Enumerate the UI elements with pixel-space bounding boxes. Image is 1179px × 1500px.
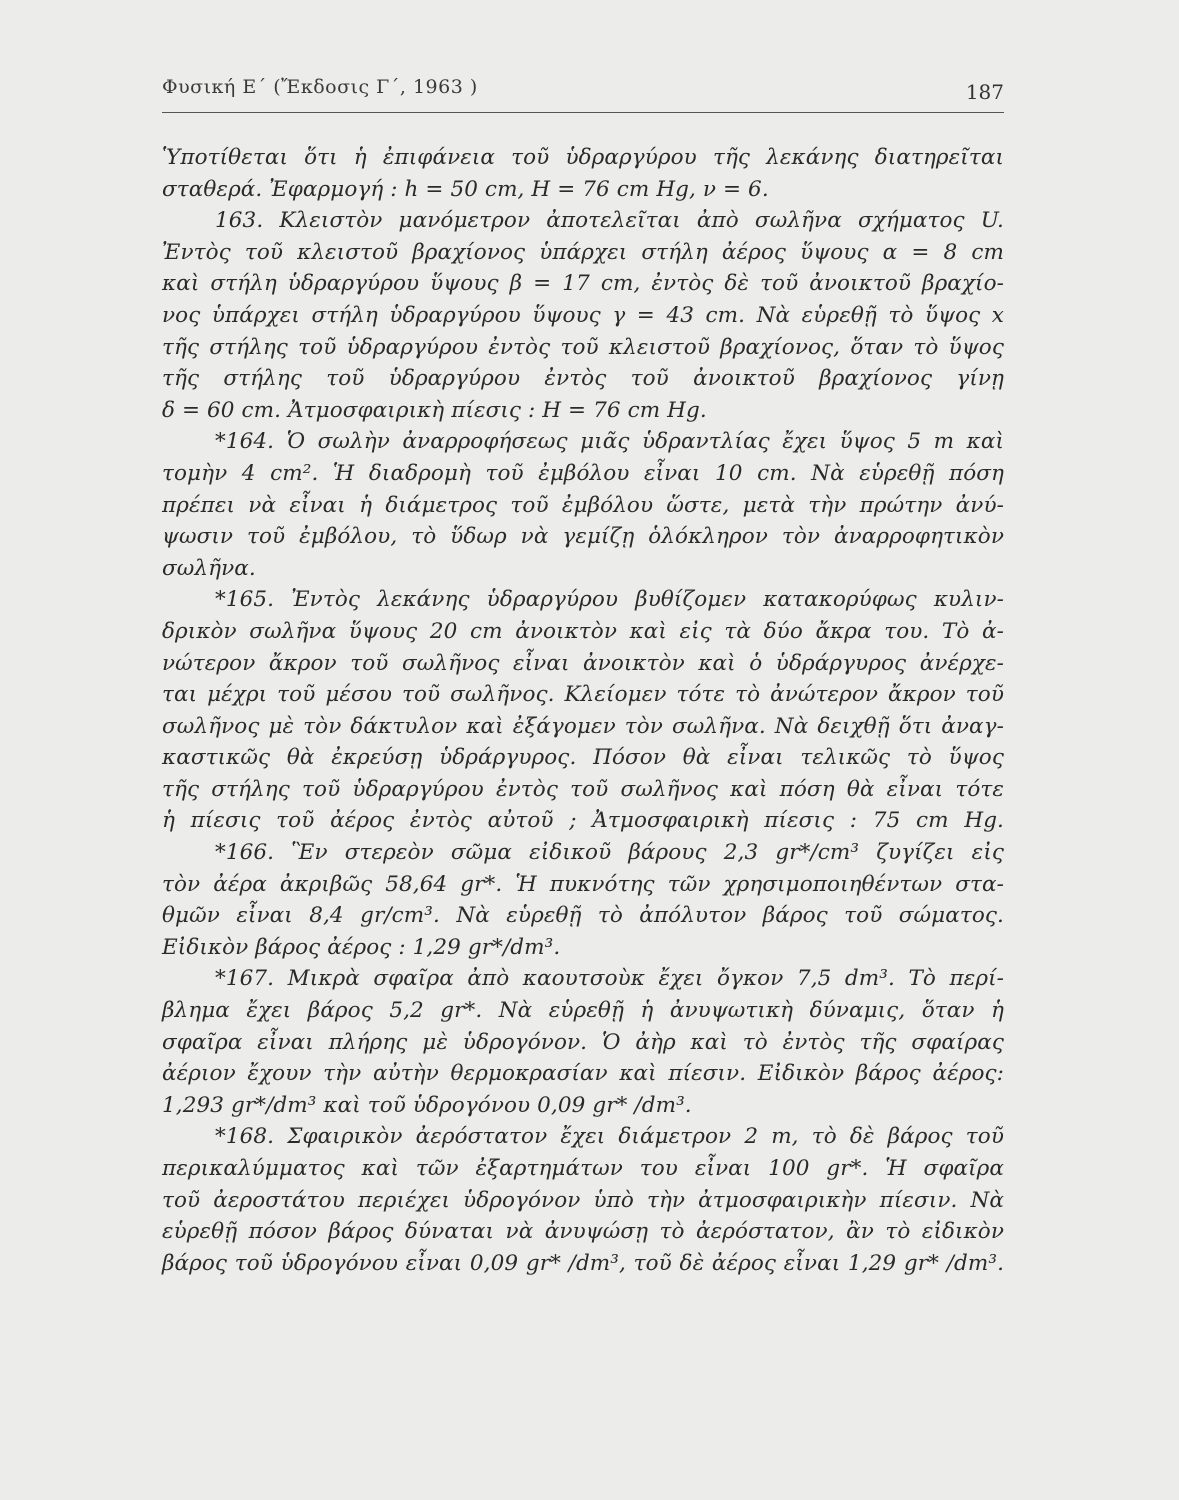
text-line: βλημα ἔχει βάρος 5,2 gr*. Νὰ εὑρεθῇ ἡ ἀνυψωτικὴ δύναμις, ὅταν ἡ	[162, 998, 1004, 1024]
text-line: σωλῆνος μὲ τὸν δάκτυλον καὶ ἐξάγομεν τὸν σωλῆνα. Νὰ δειχθῇ ὅτι ἀναγ-	[162, 713, 1004, 739]
problem-165-heading: *165. Ἐντὸς λεκάνης ὑδραργύρου βυθίζομεν κατακορύφως κυλιν-	[215, 587, 1004, 613]
page-header	[162, 62, 1004, 113]
problem-167-heading: *167. Μικρὰ σφαῖρα ἀπὸ καουτσοὺκ ἔχει ὄγκον 7,5 dm³. Τὸ περί-	[215, 966, 1004, 992]
text-line: Εἰδικὸν βάρος ἀέρος : 1,29 gr*/dm³.	[162, 934, 561, 960]
text-line: δρικὸν σωλῆνα ὕψους 20 cm ἀνοικτὸν καὶ εἰς τὰ δύο ἄκρα του. Τὸ ἀ-	[162, 618, 1004, 644]
text-line: ἡ πίεσις τοῦ ἀέρος ἐντὸς αὐτοῦ ; Ἀτμοσφαιρικὴ πίεσις : 75 cm Hg.	[162, 808, 1004, 834]
body-text	[162, 142, 1004, 1279]
text-line: σωλῆνα.	[162, 555, 256, 581]
text-line: νώτερον ἄκρον τοῦ σωλῆνος εἶναι ἀνοικτὸν καὶ ὁ ὑδράργυρος ἀνέρχε-	[162, 650, 1004, 676]
text-line: τὸν ἀέρα ἀκριβῶς 58,64 gr*. Ἡ πυκνότης τῶν χρησιμοποιηθέντων στα-	[162, 871, 1004, 897]
text-line: ψωσιν τοῦ ἐμβόλου, τὸ ὕδωρ νὰ γεμίζῃ ὁλόκληρον τὸν ἀναρροφητικὸν	[162, 524, 1004, 550]
text-line: ἀέριον ἔχουν τὴν αὐτὴν θερμοκρασίαν καὶ πίεσιν. Εἰδικὸν βάρος ἀέρος:	[162, 1061, 1004, 1087]
text-line: βάρος τοῦ ὑδρογόνου εἶναι 0,09 gr* /dm³, τοῦ δὲ ἀέρος εἶναι 1,29 gr* /dm³.	[162, 1250, 1004, 1276]
text-line: καστικῶς θὰ ἐκρεύσῃ ὑδράργυρος. Πόσον θὰ εἶναι τελικῶς τὸ ὕψος	[162, 745, 1004, 771]
text-line: δ = 60 cm. Ἀτμοσφαιρικὴ πίεσις : H = 76 cm Hg.	[162, 397, 707, 423]
text-line: Ἐντὸς τοῦ κλειστοῦ βραχίονος ὑπάρχει στήλη ἀέρος ὕψους α = 8 cm	[162, 239, 1004, 265]
text-line: Ὑποτίθεται ὅτι ἡ ἐπιφάνεια τοῦ ὑδραργύρου τῆς λεκάνης διατηρεῖται	[162, 145, 1004, 170]
page-number: 187	[965, 80, 1004, 104]
text-line: θμῶν εἶναι 8,4 gr/cm³. Νὰ εὑρεθῇ τὸ ἀπόλυτον βάρος τοῦ σώματος.	[162, 903, 1004, 929]
text-line: σταθερά. Ἐφαρμογή : h = 50 cm, H = 76 cm Hg, ν = 6.	[162, 176, 769, 202]
text-line: τῆς στήλης τοῦ ὑδραργύρου ἐντὸς τοῦ κλειστοῦ βραχίονος, ὅταν τὸ ὕψος	[162, 334, 1004, 360]
text-line: τοῦ ἀεροστάτου περιέχει ὑδρογόνον ὑπὸ τὴν ἀτμοσφαιρικὴν πίεσιν. Νὰ	[162, 1187, 1004, 1213]
problem-166-heading: *166. Ἓν στερεὸν σῶμα εἰδικοῦ βάρους 2,3 gr*/cm³ ζυγίζει εἰς	[215, 840, 1004, 866]
running-title: Φυσική Ε΄ (Ἔκδοσις Γ΄, 1963 )	[162, 76, 478, 98]
text-line: περικαλύμματος καὶ τῶν ἐξαρτημάτων του εἶναι 100 gr*. Ἡ σφαῖρα	[162, 1156, 1004, 1181]
text-line: τῆς στήλης τοῦ ὑδραργύρου ἐντὸς τοῦ ἀνοικτοῦ βραχίονος γίνῃ	[162, 366, 1004, 392]
text-line: εὑρεθῇ πόσον βάρος δύναται νὰ ἀνυψώσῃ τὸ ἀερόστατον, ἂν τὸ εἰδικὸν	[162, 1219, 1004, 1245]
text-line: τῆς στήλης τοῦ ὑδραργύρου ἐντὸς τοῦ σωλῆνος καὶ πόση θὰ εἶναι τότε	[162, 776, 1004, 802]
text-line: καὶ στήλη ὑδραργύρου ὕψους β = 17 cm, ἐντὸς δὲ τοῦ ἀνοικτοῦ βραχίο-	[162, 271, 1004, 297]
problem-164-heading: *164. Ὁ σωλὴν ἀναρροφήσεως μιᾶς ὑδραντλίας ἔχει ὕψος 5 m καὶ	[215, 429, 1004, 455]
problem-163-heading: 163. Κλειστὸν μανόμετρον ἀποτελεῖται ἀπὸ σωλῆνα σχήματος U.	[215, 208, 1004, 234]
text-line: 1,293 gr*/dm³ καὶ τοῦ ὑδρογόνου 0,09 gr* /dm³.	[162, 1092, 692, 1118]
text-line: πρέπει νὰ εἶναι ἡ διάμετρος τοῦ ἐμβόλου ὥστε, μετὰ τὴν πρώτην ἀνύ-	[162, 492, 1004, 518]
text-line: νος ὑπάρχει στήλη ὑδραργύρου ὕψους γ = 43 cm. Νὰ εὑρεθῇ τὸ ὕψος x	[162, 302, 1004, 328]
problem-168-heading: *168. Σφαιρικὸν ἀερόστατον ἔχει διάμετρον 2 m, τὸ δὲ βάρος τοῦ	[215, 1124, 1004, 1150]
text-line: σφαῖρα εἶναι πλήρης μὲ ὑδρογόνον. Ὁ ἀὴρ καὶ τὸ ἐντὸς τῆς σφαίρας	[162, 1029, 1004, 1055]
text-line: τομὴν 4 cm². Ἡ διαδρομὴ τοῦ ἐμβόλου εἶναι 10 cm. Νὰ εὑρεθῇ πόση	[162, 460, 1004, 486]
text-line: ται μέχρι τοῦ μέσου τοῦ σωλῆνος. Κλείομεν τότε τὸ ἀνώτερον ἄκρον τοῦ	[162, 682, 1004, 708]
